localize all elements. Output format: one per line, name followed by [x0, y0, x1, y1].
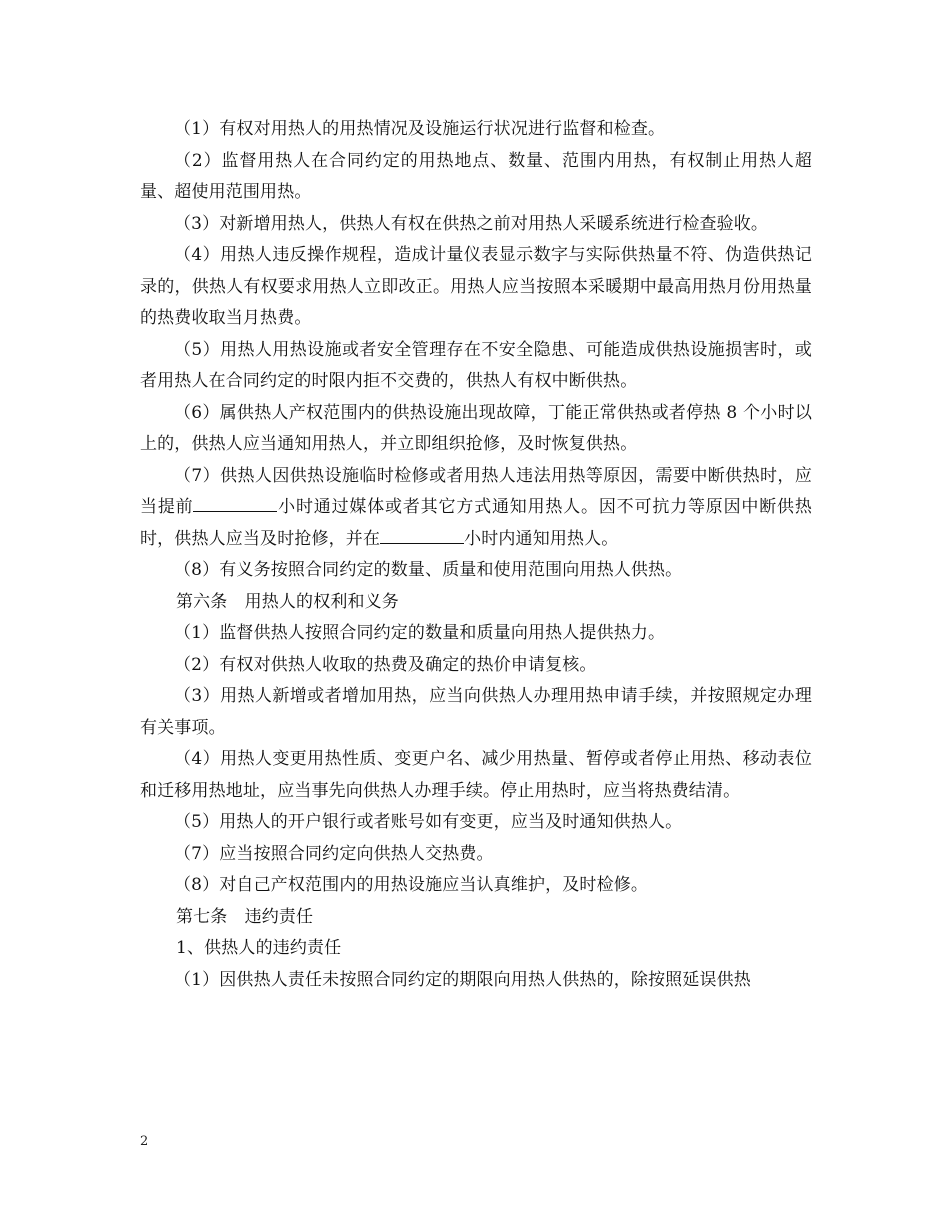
paragraph-supplier-duty-8: （8）有义务按照合同约定的数量、质量和使用范围向用热人供热。: [174, 560, 683, 580]
article-6-heading: 第六条 用热人的权利和义务: [176, 591, 399, 612]
page-number: 2: [140, 1134, 149, 1149]
p7-text-3: 小时内通知用热人。: [464, 528, 619, 549]
paragraph-user-duty-4: （4）用热人变更用热性质、变更户名、减少用热量、暂停或者停止用热、移动表位和迁移用热地址，应当事先向供热人办理手续。停止用热时，应当将热费结清。: [140, 749, 812, 801]
paragraph-user-duty-3: （3）用热人新增或者增加用热，应当向供热人办理用热申请手续，并按照规定办理有关事项。: [140, 686, 812, 738]
paragraph-supplier-duty-6: （6）属供热人产权范围内的供热设施出现故障，丁能正常供热或者停热 8 个小时以上的，供热人应当通知用热人，并立即组织抢修，及时恢复供热。: [140, 402, 812, 454]
document-body: [140, 114, 812, 996]
fill-in-blank-hours-notice[interactable]: [380, 525, 464, 544]
paragraph-supplier-right-5: （5）用热人用热设施或者安全管理存在不安全隐患、可能造成供热设施损害时，或者用热人在合同约定的时限内拒不交费的，供热人有权中断供热。: [140, 339, 812, 391]
paragraph-user-duty-5: （5）用热人的开户银行或者账号如有变更，应当及时通知供热人。: [174, 812, 683, 832]
paragraph-supplier-duty-7: [140, 461, 812, 556]
paragraph-supplier-right-4: （4）用热人违反操作规程，造成计量仪表显示数字与实际供热量不符、伪造供热记录的，供热人有权要求用热人立即改正。用热人应当按照本采暖期中最高用热月份用热量的热费收取当月热费。: [140, 245, 812, 328]
article-7-heading: 第七条 违约责任: [176, 906, 314, 927]
p7-text-1: （7）供热人因供热设施临时检修或者用热人违法用热等原因，需要中断供热时，应当提前: [140, 465, 812, 517]
paragraph-user-duty-8: （8）对自己产权范围内的用热设施应当认真维护，及时检修。: [174, 875, 649, 895]
paragraph-user-duty-7: （7）应当按照合同约定向供热人交热费。: [174, 843, 494, 864]
fill-in-blank-hours-advance[interactable]: [193, 493, 277, 512]
paragraph-user-right-2: （2）有权对供热人收取的热费及确定的热价申请复核。: [174, 654, 597, 675]
paragraph-supplier-right-3: （3）对新增用热人，供热人有权在供热之前对用热人采暖系统进行检查验收。: [174, 213, 769, 234]
paragraph-breach-1: （1）因供热人责任未按照合同约定的期限向用热人供热的，除按照延误供热: [174, 969, 751, 990]
paragraph-supplier-right-1: （1）有权对用热人的用热情况及设施运行状况进行监督和检查。: [174, 119, 666, 139]
paragraph-supplier-right-2: （2）监督用热人在合同约定的用热地点、数量、范围内用热，有权制止用热人超量、超使用范围用热。: [140, 150, 812, 202]
paragraph-user-right-1: （1）监督供热人按照合同约定的数量和质量向用热人提供热力。: [174, 623, 666, 643]
p7-text-2: 小时通过媒体或者其它方式通知用热人。因不可抗力等原因中断供热时，供热人应当及时抢修，并在: [140, 497, 813, 549]
article-7-subheading: 1、供热人的违约责任: [176, 938, 342, 958]
